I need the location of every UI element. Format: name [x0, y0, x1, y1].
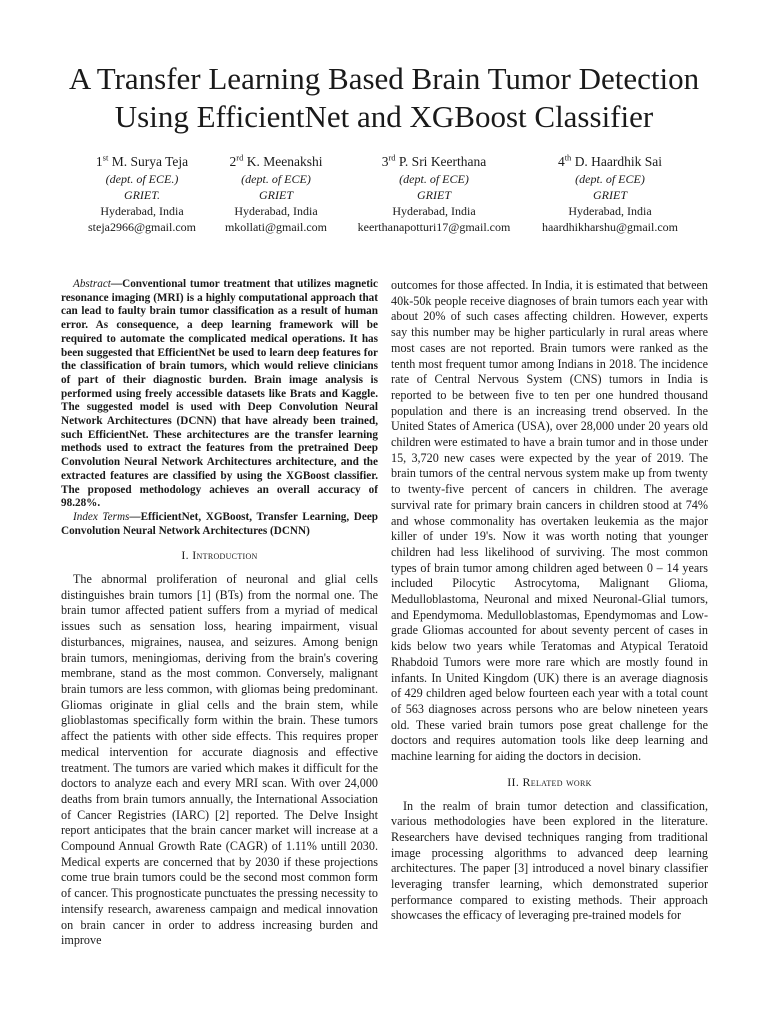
section-heading-introduction: I. Introduction: [181, 548, 258, 563]
author-dept: (dept. of ECE): [399, 172, 469, 186]
author-email: steja2966@gmail.com: [87, 220, 197, 234]
author-email: keerthanapotturi17@gmail.com: [357, 220, 511, 234]
paper-title: A Transfer Learning Based Brain Tumor Detection Using EfficientNet and XGBoost Classifier: [68, 61, 700, 134]
author-4: 4th D. Haardhik Sai (dept. of ECE) GRIET Hyderabad, India haardhikharshu@gmail.com: [515, 152, 705, 235]
author-city: Hyderabad, India: [234, 204, 318, 218]
introduction-paragraph: The abnormal proliferation of neuronal and glial cells distinguishes brain tumors [1] (BTs) from the normal one. The brain tumor affected patient suffers from a myriad of medical issues such as sensation loss, hearing impairment, visual disturbances, migraines, nausea, and seizures. Among benign brain tumors, meningiomas, deriving from the brain's covering membrane, stand as the most common. Conversely, malignant brain tumors are less common, with gliomas being predominant. Gliomas originate in glial cells and the brain stem, while glioblastomas specifically form within the brain. These tumors affect the patients with other side effects. This requires proper medical intervention for accurate diagnosis and effective treatment. The tumors are varied which makes it difficult for the doctors to analyze each and every MRI scan. With over 24,000 deaths from brain tumors annually, the International Association of Cancer Registries (IARC) [2] reported. The Delve Insight report anticipates that the brain cancer market will increase at a Compound Annual Growth Rate (CAGR) of 1.11% untill 2030. Medical experts are concerned that by 2030 if these projections come true brain tumors could be the second most common form of cancer. This prognosticate punctuates the pressing necessity to intensify research, awareness campaign and medical innovation on brain cancer in order to address increasing burden and improve: [61, 572, 378, 948]
abstract-text: —Conventional tumor treatment that utilizes magnetic resonance imaging (MRI) is a highly computational approach that can lead to faulty brain tumor classification as a result of human error. As consequence, a deep learning framework will be required to automate the complicated medical operations. It has been suggested that EfficientNet be used to learn deep features for the classification of brain tumors, which would relieve clinicians of part of their diagnostic burden. Brain image analysis is performed using freely accessible datasets like Brats and Kaggle. The suggested model is used with Deep Convolution Neural Network Architectures (DCNN) that have already been trained, such EfficientNet. These architectures are the transfer learning methods used to extract the features from the pretrained Deep Convolution Neural Network Architectures architecture, and the extracted features are classified by using the XGBoost classifier. The proposed methodology achieves an overall accuracy of 98.28%.: [61, 278, 378, 510]
author-name: M. Surya Teja: [111, 154, 189, 169]
author-name: P. Sri Keerthana: [398, 154, 487, 169]
author-2: 2rd K. Meenakshi (dept. of ECE) GRIET Hyderabad, India mkollati@gmail.com: [181, 152, 371, 235]
abstract: [61, 278, 378, 511]
author-city: Hyderabad, India: [568, 204, 652, 218]
author-name: D. Haardhik Sai: [574, 154, 663, 169]
author-city: Hyderabad, India: [100, 204, 184, 218]
index-terms: [61, 511, 378, 538]
author-email: haardhikharshu@gmail.com: [541, 220, 678, 234]
author-city: Hyderabad, India: [392, 204, 476, 218]
left-column: [61, 278, 378, 949]
author-institution: GRIET: [259, 188, 293, 202]
introduction-continuation: outcomes for those affected. In India, it is estimated that between 40k-50k people receive diagnoses of brain tumors each year with about 20% of such cases affecting children. However, experts say this number may be higher particularly in rural areas where most cases are not reported. Brain tumors were ranked as the tenth most frequent tumor among Indians in 2018. The incidence rate of Central Nervous System (CNS) tumors in India is reported to be between five to ten per one hundred thousand population and there is an increasing trend observed. In the United States of America (USA), over 28,000 under 20 years old children were estimated to have a brain tumor and in those under 15, 3,720 new cases were expected by the year of 2019. The brain tumors of the central nervous system make up from twenty to twenty-five percent of cancers in children. The average survival rate for primary brain cancers in children stood at 74% and whose commonality has overtaken leukemia as the major killer of under 19's. Now it was worth noting that younger children had less likelihood of surviving. The most common types of brain tumor among children aged between 0 – 14 years included Pilocytic Astrocytoma, Malignant Glioma, Medulloblastoma, Neuronal and mixed Neuronal-Glial tumors, and Ependymoma. Medulloblastomas, Ependymomas and Low-grade Gliomas accounted for about seventy percent of cases in kids below two years while Teratomas and Atypical Teratoid Rhabdoid Tumors were more rare which are mostly found in infants. In United Kingdom (UK) there is an average diagnosis of 429 children aged below fourteen each year with a total count of 563 diagnoses across persons who are below nineteen years old. These varied brain tumors pose great challenge for the doctors and requires automation tools like deep learning and machine learning for aiding the doctors in decision.: [391, 278, 708, 764]
author-3: 3rd P. Sri Keerthana (dept. of ECE) GRIET Hyderabad, India keerthanapotturi17@gmail.com: [339, 152, 529, 235]
right-column: [391, 278, 708, 924]
author-institution: GRIET.: [123, 188, 161, 202]
author-name: K. Meenakshi: [246, 154, 323, 169]
index-terms-label: Index Terms: [73, 510, 130, 523]
author-dept: (dept. of ECE): [241, 172, 311, 186]
author-dept: (dept. of ECE.): [105, 172, 179, 186]
author-institution: GRIET: [417, 188, 451, 202]
author-email: mkollati@gmail.com: [224, 220, 328, 234]
section-heading-related-work: II. Related work: [507, 774, 592, 789]
abstract-label: Abstract: [73, 278, 111, 290]
index-terms-text: —EfficientNet, XGBoost, Transfer Learning, Deep Convolution Neural Network Architectures (DCNN): [61, 510, 379, 537]
related-work-paragraph: In the realm of brain tumor detection and classification, various methodologies have been explored in the literature. Researchers have devised techniques ranging from traditional image processing algorithms to advanced deep learning architectures. The paper [3] introduced a novel binary classifier leveraging transfer learning, which demonstrated superior performance compared to existing methods. Their approach showcases the efficacy of leveraging pre-trained models for: [391, 798, 708, 923]
author-1: 1st M. Surya Teja (dept. of ECE.) GRIET. Hyderabad, India steja2966@gmail.com: [47, 152, 237, 235]
author-institution: GRIET: [593, 188, 627, 202]
author-dept: (dept. of ECE): [575, 172, 645, 186]
